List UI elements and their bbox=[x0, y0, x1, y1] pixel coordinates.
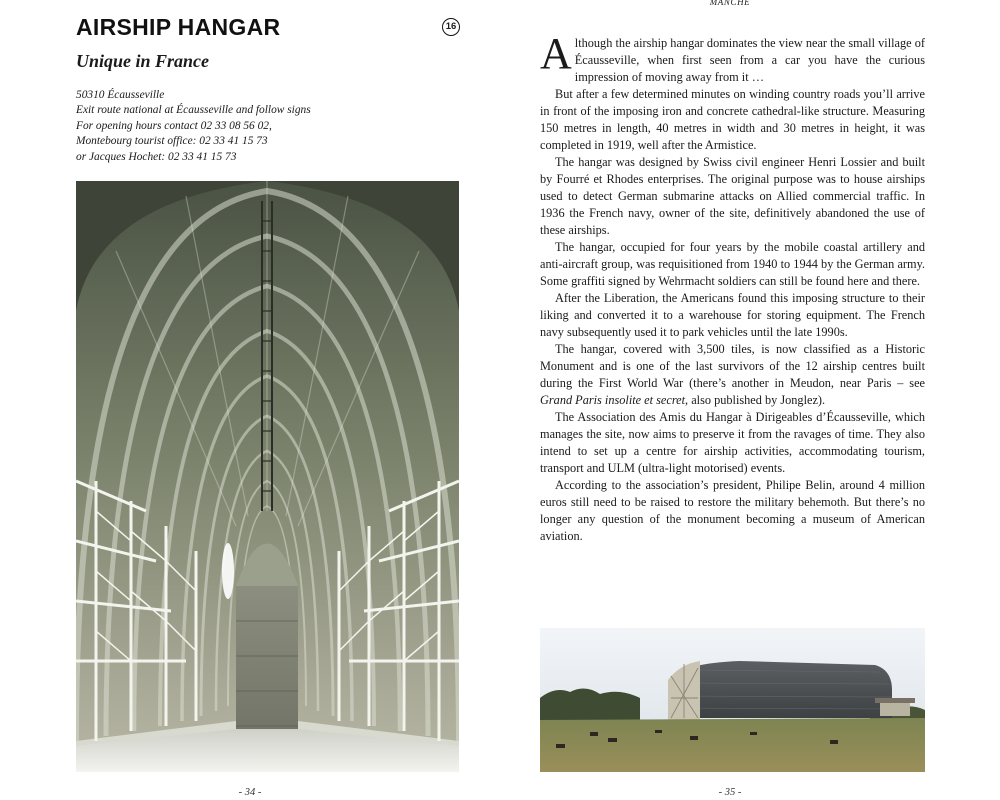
info-address: 50310 Écausseville bbox=[76, 89, 165, 101]
paragraph-6 bbox=[540, 341, 925, 409]
paragraph-5: After the Liberation, the Americans found this imposing structure to their liking and converted it to a warehouse for storing equipment. The French navy subsequently used it to park vehicles until the late 1990s. bbox=[540, 291, 925, 339]
hangar-exterior-image bbox=[540, 628, 925, 772]
info-directions: Exit route national at Écausseville and follow signs bbox=[76, 104, 311, 117]
paragraph-7: The Association des Amis du Hangar à Dirigeables d’Écausseville, which manages the site, now aims to preserve it from the ravages of time. They also intend to set up a centre for airship activities, accommodating tourism, transport and ULM (ultra-light motorised) events. bbox=[540, 410, 925, 475]
site-number-badge: 16 bbox=[442, 18, 460, 36]
hangar-interior-image bbox=[76, 181, 459, 772]
paragraph-4: The hangar, occupied for four years by the mobile coastal artillery and anti-aircraft group, was requisitioned from 1940 to 1944 by the German army. Some graffiti signed by Wehrmacht soldiers can still be found here and there. bbox=[540, 240, 925, 288]
paragraph-1-text: lthough the airship hangar dominates the view near the small village of Écausseville, when first seen from a car you have the curious impression of moving away from it … bbox=[574, 36, 925, 84]
info-alt-contact: or Jacques Hochet: 02 33 41 15 73 bbox=[76, 150, 237, 163]
hangar-exterior-photo bbox=[540, 628, 925, 772]
page-subtitle: Unique in France bbox=[76, 51, 210, 71]
page-number-left: - 34 - bbox=[238, 787, 262, 798]
running-head: MANCHE bbox=[709, 0, 751, 7]
page-title: AIRSHIP HANGAR bbox=[76, 14, 281, 40]
hangar-interior-photo bbox=[76, 181, 459, 772]
paragraph-6-text-b: , also published by Jonglez). bbox=[685, 393, 826, 407]
info-contact: For opening hours contact 02 33 08 56 02, bbox=[76, 119, 272, 132]
practical-info bbox=[76, 88, 406, 165]
paragraph-1 bbox=[540, 29, 925, 86]
page-number-right: - 35 - bbox=[718, 787, 742, 798]
book-title-reference: Grand Paris insolite et secret bbox=[540, 393, 686, 407]
paragraph-3: The hangar was designed by Swiss civil engineer Henri Lossier and built by Fourré et Rhodes enterprises. The original purpose was to house airships used to detect German submarine attacks on Allied commercial traffic. In 1936 the French navy, owner of the site, definitively abandoned the use of these airships. bbox=[540, 155, 925, 237]
info-tourist-office: Montebourg tourist office: 02 33 41 15 73 bbox=[76, 135, 268, 148]
article-body bbox=[540, 29, 925, 545]
paragraph-8: According to the association’s president, Philipe Belin, around 4 million euros still need to be raised to restore the military behemoth. But there’s no longer any question of the monument becoming a museum of American aviation. bbox=[540, 478, 925, 543]
drop-cap: A bbox=[540, 29, 572, 78]
paragraph-2: But after a few determined minutes on winding country roads you’ll arrive in front of the imposing iron and concrete cathedral-like structure. Measuring 150 metres in length, 40 metres in width and 30 metres in height, it was completed in 1919, well after the Armistice. bbox=[540, 87, 925, 152]
paragraph-6-text-a: The hangar, covered with 3,500 tiles, is now classified as a Historic Monument and is one of the last survivors of the 12 airship centres built during the First World War (there’s another in Meudon, near Paris – see bbox=[540, 342, 925, 390]
right-page bbox=[500, 0, 1000, 800]
